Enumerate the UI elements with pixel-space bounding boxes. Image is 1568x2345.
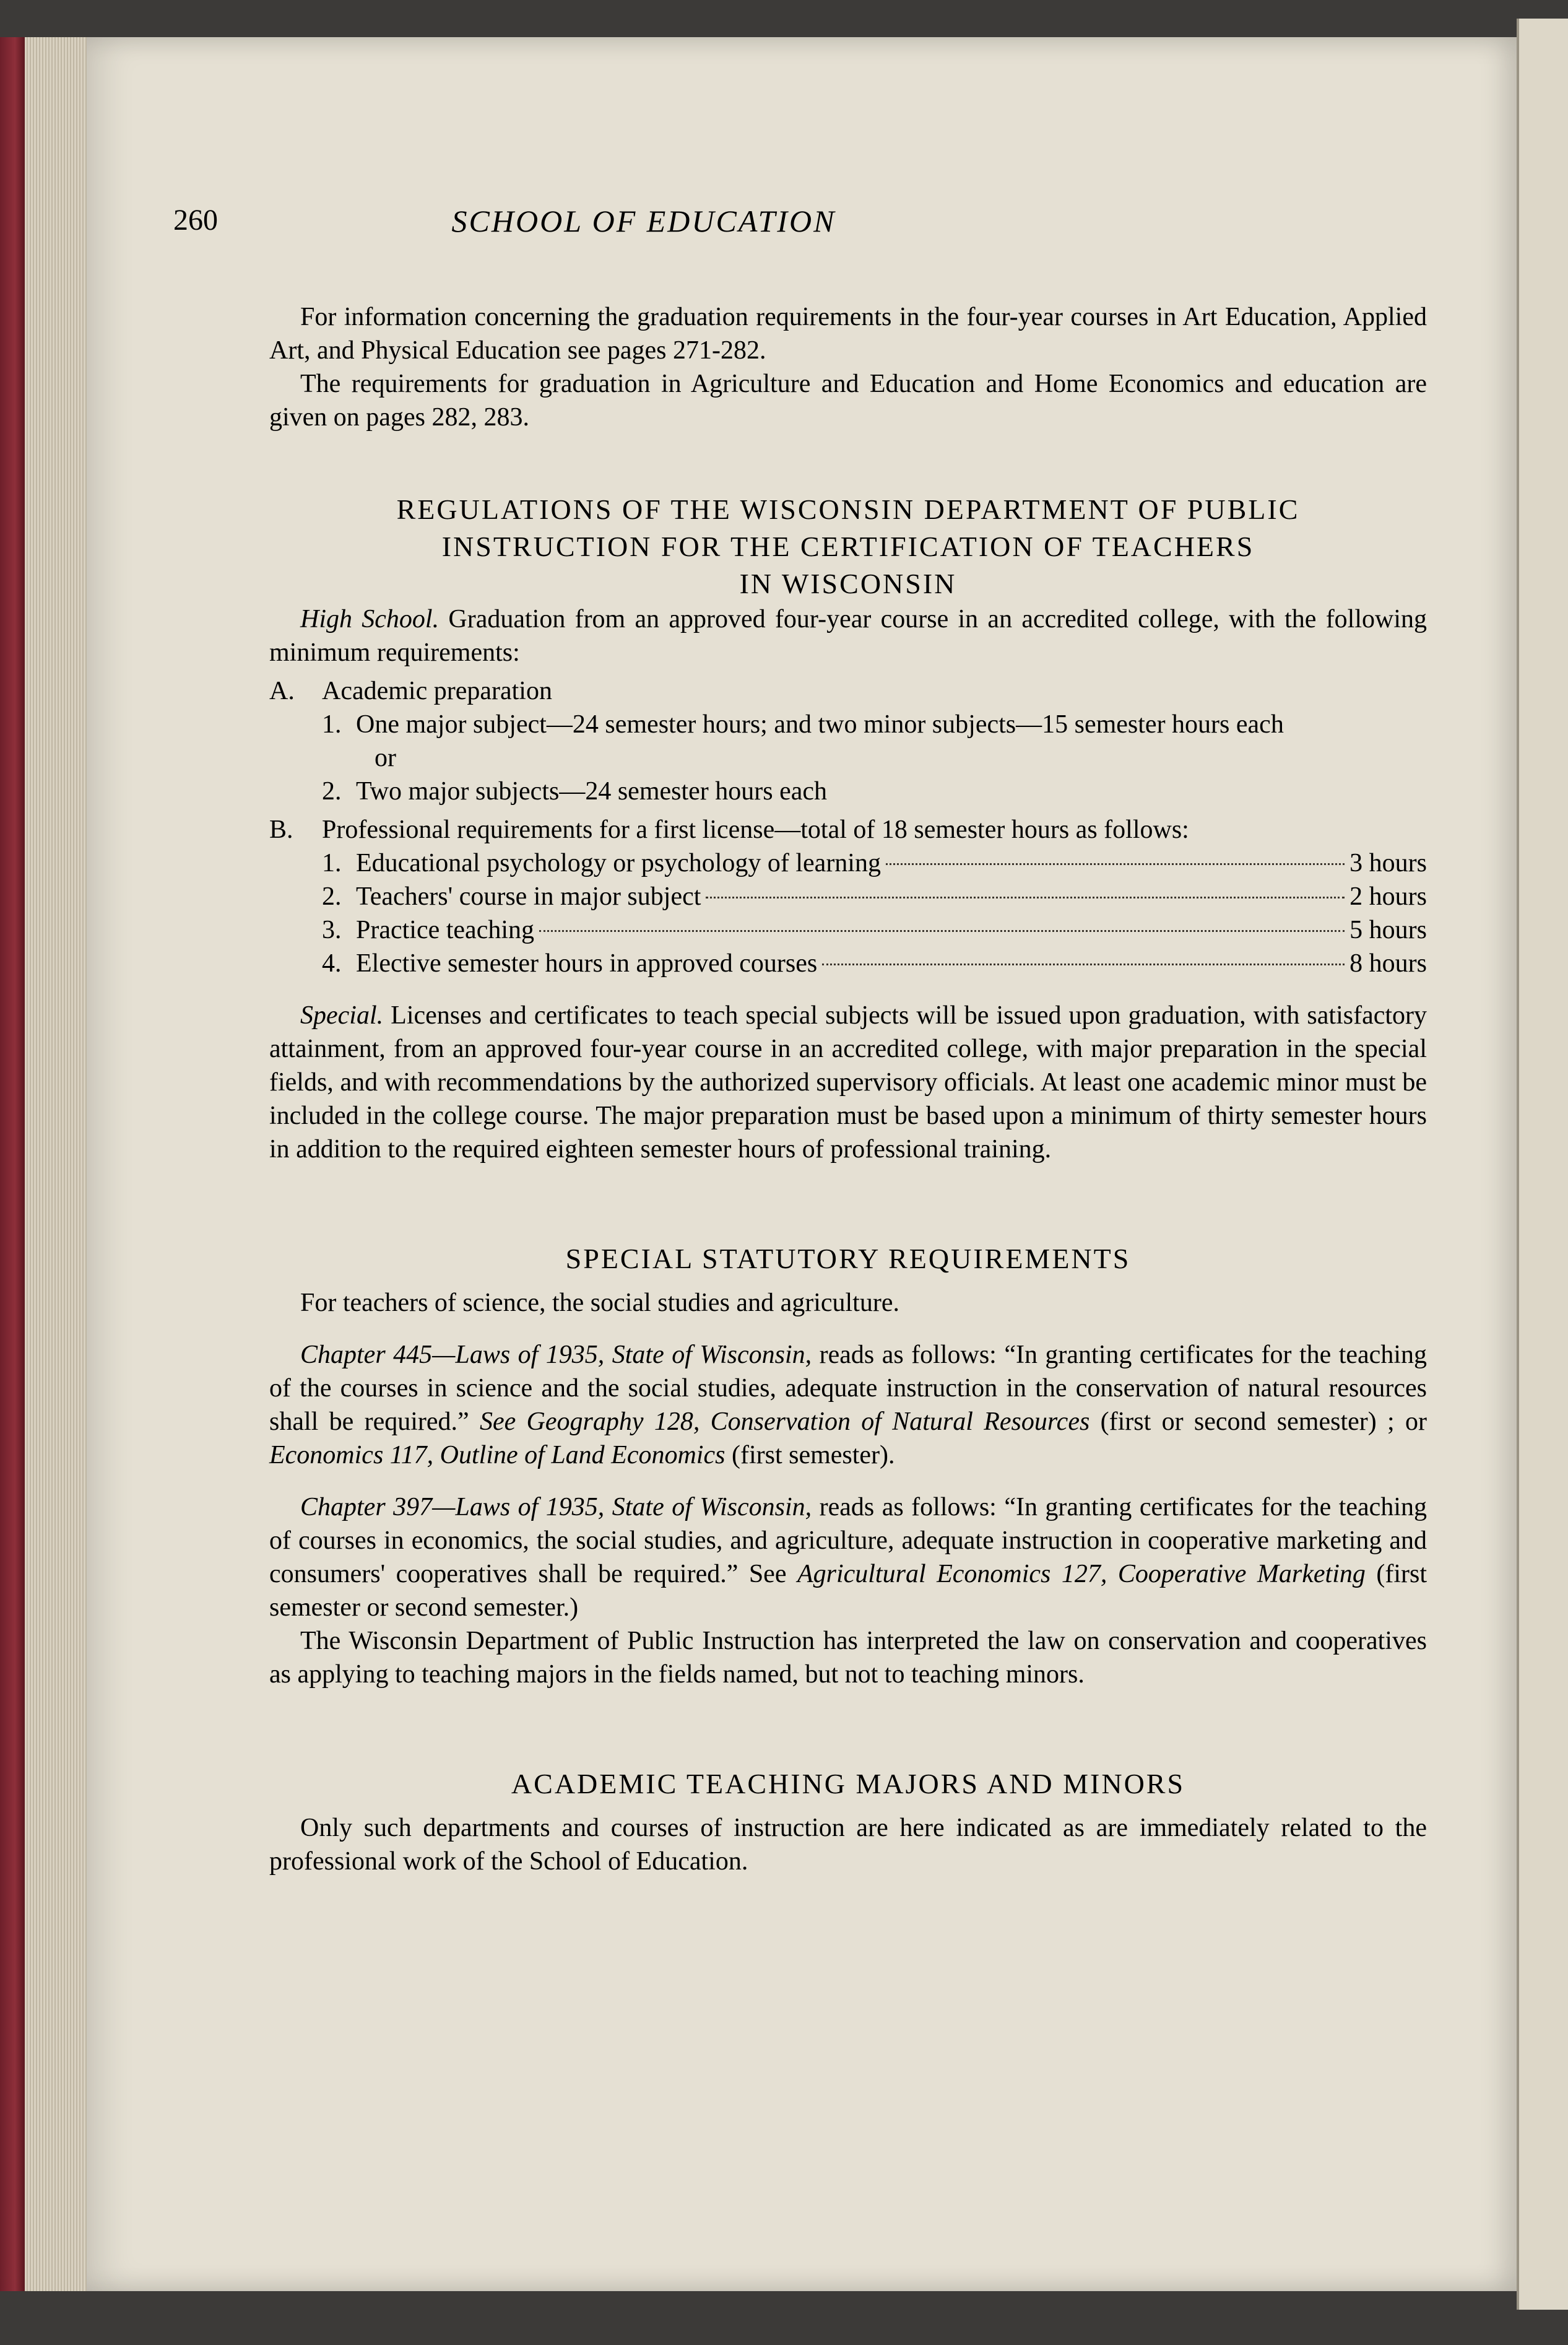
running-title: SCHOOL OF EDUCATION bbox=[451, 204, 836, 238]
chapter-397-paragraph: Chapter 397—Laws of 1935, State of Wisconsin, reads as follows: “In granting certificates for the teaching of courses in economics, the social studies, and agriculture, adequate instruction in cooperative marketing and consumers' cooperatives shall be required.” See Agricultural Economics 127, Cooperative Marketing (first semester or second semester.) bbox=[269, 1493, 1427, 1622]
dot-leader bbox=[539, 930, 1345, 932]
section-heading-statutory: SPECIAL STATUTORY REQUIREMENTS bbox=[565, 1243, 1131, 1274]
page-edges bbox=[25, 37, 87, 2291]
majors-minors-paragraph: Only such departments and courses of instruction are here indicated as are immediately related to the professional work of the School of Education. bbox=[269, 1814, 1427, 1876]
statutory-subhead: For teachers of science, the social studies and agriculture. bbox=[300, 1289, 899, 1317]
intro-paragraph-2: The requirements for graduation in Agriculture and Education and Home Economics and education are given on pages 282, 283. bbox=[269, 370, 1427, 432]
list-item-a-2: 2. Two major subjects—24 semester hours each bbox=[322, 777, 828, 806]
chapter-445-paragraph: Chapter 445—Laws of 1935, State of Wisconsin, reads as follows: “In granting certificates for the teaching of the courses in science and the social studies, adequate instruction in the conservation of natural resources shall be required.” See Geography 128, Conservation of Natural Resources (first or second semester) ; or Economics 117, Outline of Land Economics (first semester). bbox=[269, 1341, 1427, 1469]
section-heading-majors-minors: ACADEMIC TEACHING MAJORS AND MINORS bbox=[511, 1768, 1185, 1799]
special-label: Special. bbox=[300, 1001, 384, 1030]
list-item-b-3: 3. Practice teaching 5 hours bbox=[322, 916, 1427, 944]
high-school-label: High School. bbox=[300, 605, 440, 633]
page-header bbox=[173, 203, 1114, 246]
list-item-b-1: 1. Educational psychology or psychology of learning 3 hours bbox=[322, 849, 1427, 877]
section-heading-regulations: REGULATIONS OF THE WISCONSIN DEPARTMENT OF PUBLIC INSTRUCTION FOR THE CERTIFICATION OF TEACHERS IN WISCONSIN bbox=[396, 494, 1300, 599]
list-item-b: B. Professional requirements for a first license—total of 18 semester hours as follows: bbox=[269, 816, 1189, 844]
intro-paragraph-1: For information concerning the graduation requirements in the four-year courses in Art Education, Applied Art, and Physical Education see pages 271-282. bbox=[269, 303, 1427, 365]
page-content bbox=[269, 300, 1427, 1884]
dot-leader bbox=[822, 964, 1345, 965]
book-binding bbox=[0, 37, 25, 2291]
dot-leader bbox=[886, 863, 1345, 865]
dot-leader bbox=[706, 897, 1345, 898]
list-item-a: A. Academic preparation bbox=[269, 677, 552, 705]
special-paragraph: Special. Licenses and certificates to teach special subjects will be issued upon graduation, with satisfactory attainment, from an approved four-year course in an accredited college, with major preparation in the special fields, and with recommendations by the authorized supervisory officials. At least one academic minor must be included in the college course. The major preparation must be based upon a minimum of thirty semester hours in addition to the required eighteen semester hours of professional training. bbox=[269, 1001, 1427, 1164]
page-number: 260 bbox=[173, 204, 218, 237]
facing-page-edge bbox=[1517, 19, 1568, 2310]
list-item-b-4: 4. Elective semester hours in approved courses 8 hours bbox=[322, 949, 1427, 978]
list-item-b-2: 2. Teachers' course in major subject 2 hours bbox=[322, 882, 1427, 911]
interpretation-paragraph: The Wisconsin Department of Public Instruction has interpreted the law on conservation and cooperatives as applying to teaching majors in the fields named, but not to teaching minors. bbox=[269, 1627, 1427, 1689]
list-item-a-1: 1. One major subject—24 semester hours; and two minor subjects—15 semester hours each bbox=[322, 710, 1284, 739]
high-school-paragraph: High School. Graduation from an approved four-year course in an accredited college, with the following minimum requirements: bbox=[269, 605, 1427, 667]
or-connector: or bbox=[375, 744, 396, 772]
